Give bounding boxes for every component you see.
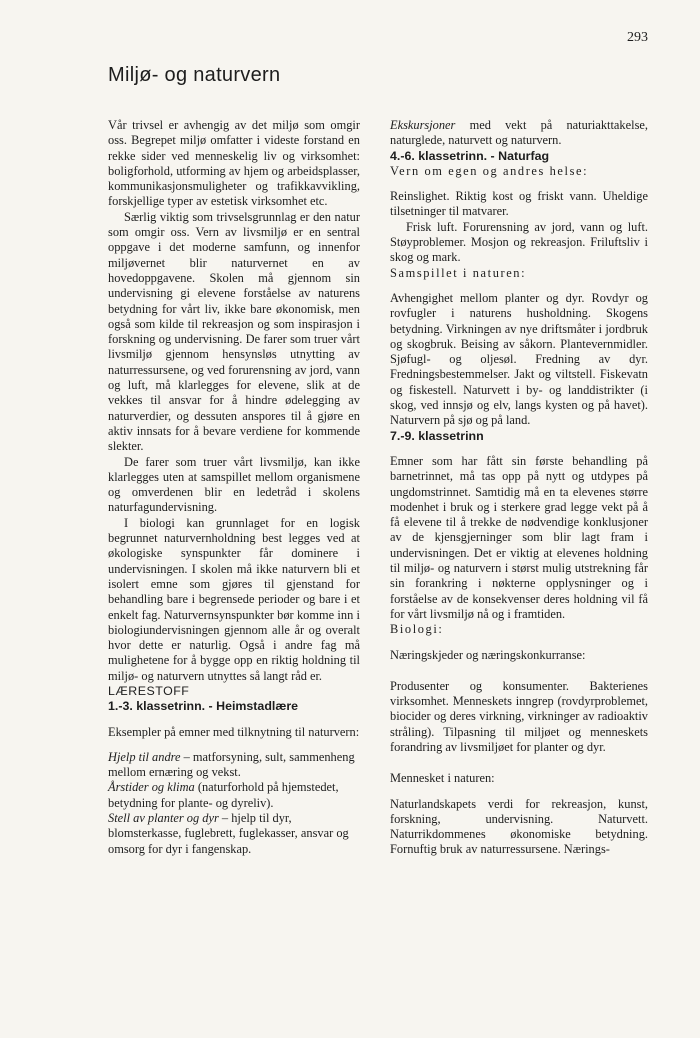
- humans-nature-paragraph: Naturlandskapets verdi for rekreasjon, kunst, forskning, undervisning. Naturvett. Naturrikdommenes økonomiske betydning. Fornuftig bruk av naturressursene. Nærings-: [390, 796, 648, 857]
- grade-heading-7-9: 7.-9. klassetrinn: [390, 428, 484, 443]
- grade-heading-1-3: 1.-3. klassetrinn. - Heimstadlære: [108, 699, 299, 714]
- topic-title: Stell av planter og dyr: [108, 811, 219, 826]
- nature-paragraph: Særlig viktig som trivselsgrunnlag er den natur som omgir oss. Vern av livsmiljø er en sentral oppgave i det moderne samfunn, og innenfor miljøvernet blir naturvernet en av hovedoppgavene. Skolen må gjennom sin undervisning gi elevene forståelse av naturens betydning for vårt liv, ikke bare økonomisk, men også som kilde til rekreasjon og som inspirasjon i forskning og undervisning. De farer som truer vårt livsmiljø gjennom hensynsløs utnytting av naturressursene, og ved forurensning av jord, vann og luft, må klarlegges for elevene, slik at de vekkes til ansvar for å hindre ødelegging av naturverdier, og dessuten anspores til å gjøre en aktiv innsats for å bevare verdiene for kommende slekter.: [108, 209, 360, 454]
- page-number: 293: [627, 30, 648, 45]
- subheading-humans-nature: Mennesket i naturen:: [390, 771, 495, 786]
- page-title: Miljø- og naturvern: [108, 64, 281, 86]
- section-heading-laerestoff: LÆRESTOFF: [108, 683, 190, 698]
- excursions-title: Ekskursjoner: [390, 118, 456, 132]
- health-paragraph-1: Reinslighet. Riktig kost og friskt vann. Uheldige tilsetninger til matvarer.: [390, 189, 648, 219]
- dangers-paragraph: De farer som truer vårt livsmiljø, kan ikke klarlegges uten at samspillet mellom organismene og omverdenen blir en ledetråd i skolens naturfagundervisning.: [108, 454, 360, 515]
- topic-title: Hjelp til andre: [108, 749, 181, 764]
- grade-1-3-intro: Eksempler på emner med tilknytning til naturvern:: [108, 724, 360, 739]
- topic-text: (naturforhold på hjemstedet, betydning for plante- og dyreliv).: [108, 780, 339, 810]
- intro-paragraph: Vår trivsel er avhengig av det miljø som omgir oss. Begrepet miljø omfatter i videste forstand en rekke sider ved menneskelig liv og virksomhet: boligforhold, utforming av hjem og arbeidsplasser, kommunikasjonsmuligheter og trafikkavvikling, forskjellige typer av estetisk virksomhet etc.: [108, 118, 360, 209]
- right-column: [390, 118, 648, 858]
- food-chains-paragraph: Produsenter og konsumenter. Bakterienes virksomhet. Menneskets inngrep (rovdyrproblemet, biocider og deres virkning, virkninger av radioaktiv stråling). Tilpasning til miljøet og menneskets forandring av livsmiljøet for planter og dyr.: [390, 678, 648, 754]
- subheading-biology: Biologi:: [390, 622, 444, 637]
- excursions-paragraph: [390, 118, 648, 149]
- excursions-text: med vekt på naturiakttakelse, naturglede, naturvett og naturvern.: [390, 118, 648, 148]
- topic-entry: [108, 750, 360, 781]
- subheading-food-chains: Næringskjeder og næringskonkurranse:: [390, 647, 586, 662]
- topic-title: Årstider og klima: [108, 780, 195, 795]
- subheading-health: Vern om egen og andres helse:: [390, 163, 589, 178]
- health-paragraph-2: Frisk luft. Forurensning av jord, vann og luft. Støyproblemer. Mosjon og rekreasjon. Friluftsliv i skog og mark.: [390, 219, 648, 265]
- left-column: [108, 118, 360, 857]
- subheading-interaction: Samspillet i naturen:: [390, 265, 527, 280]
- topic-text: – hjelp til dyr, blomsterkasse, fuglebrett, fuglekasser, ansvar og omsorg for dyr i fangenskap.: [108, 811, 349, 856]
- grade-heading-4-6: 4.-6. klassetrinn. - Naturfag: [390, 148, 550, 163]
- grade-7-9-paragraph: Emner som har fått sin første behandling på barnetrinnet, må tas opp på nytt og utdypes på ungdomstrinnet. Samtidig må en ta elevenes større modenhet i bruk og i sterkere grad legge vekt på å få elevene til å trekke de nødvendige konklusjoner av de kjensgjerninger som blir lagt fram i undervisningen. Det er viktig at elevenes holdning til miljø- og naturvern i størst mulig utstrekning får sin forankring i nøkterne opplysninger og i forståelse av de konsekvenser deres holdning vil få for vårt livsmiljø nå og i framtiden.: [390, 453, 648, 621]
- topic-entry: [108, 780, 360, 811]
- biology-paragraph: I biologi kan grunnlaget for en logisk begrunnet naturvernholdning best legges ved at økologiske synspunkter får dominere i undervisningen. I skolen må ikke naturvern bli et isolert emne som gjøres til gjenstand for behandling bare i begrensede perioder og bare i et enkelt fag. Naturvernsynspunkter bør komme inn i biologiundervisningen gjennom alle år og overalt hvor dette er naturlig. Også i andre fag må mulighetene for å bygge opp en riktig holdning til miljø- og naturvern utnyttes så langt råd er.: [108, 515, 360, 683]
- topic-text: – matforsyning, sult, sammenheng mellom ernæring og vekst.: [108, 749, 355, 780]
- interaction-paragraph: Avhengighet mellom planter og dyr. Rovdyr og rovfugler i naturens husholdning. Skogens betydning. Virkningen av nye driftsmåter i jordbruk og skogbruk. Beising av såkorn. Plantevernmidler. Sjøfugl- og oljesøl. Fredning av dyr. Fredningsbestemmelser. Jakt og viltstell. Fiskevatn og fiskestell. Naturvett i by- og landdistrikter (i skog, ved innsjø og elv, langs kysten og på havet). Naturvern på sjø og på land.: [390, 290, 648, 428]
- topic-entry: [108, 811, 360, 857]
